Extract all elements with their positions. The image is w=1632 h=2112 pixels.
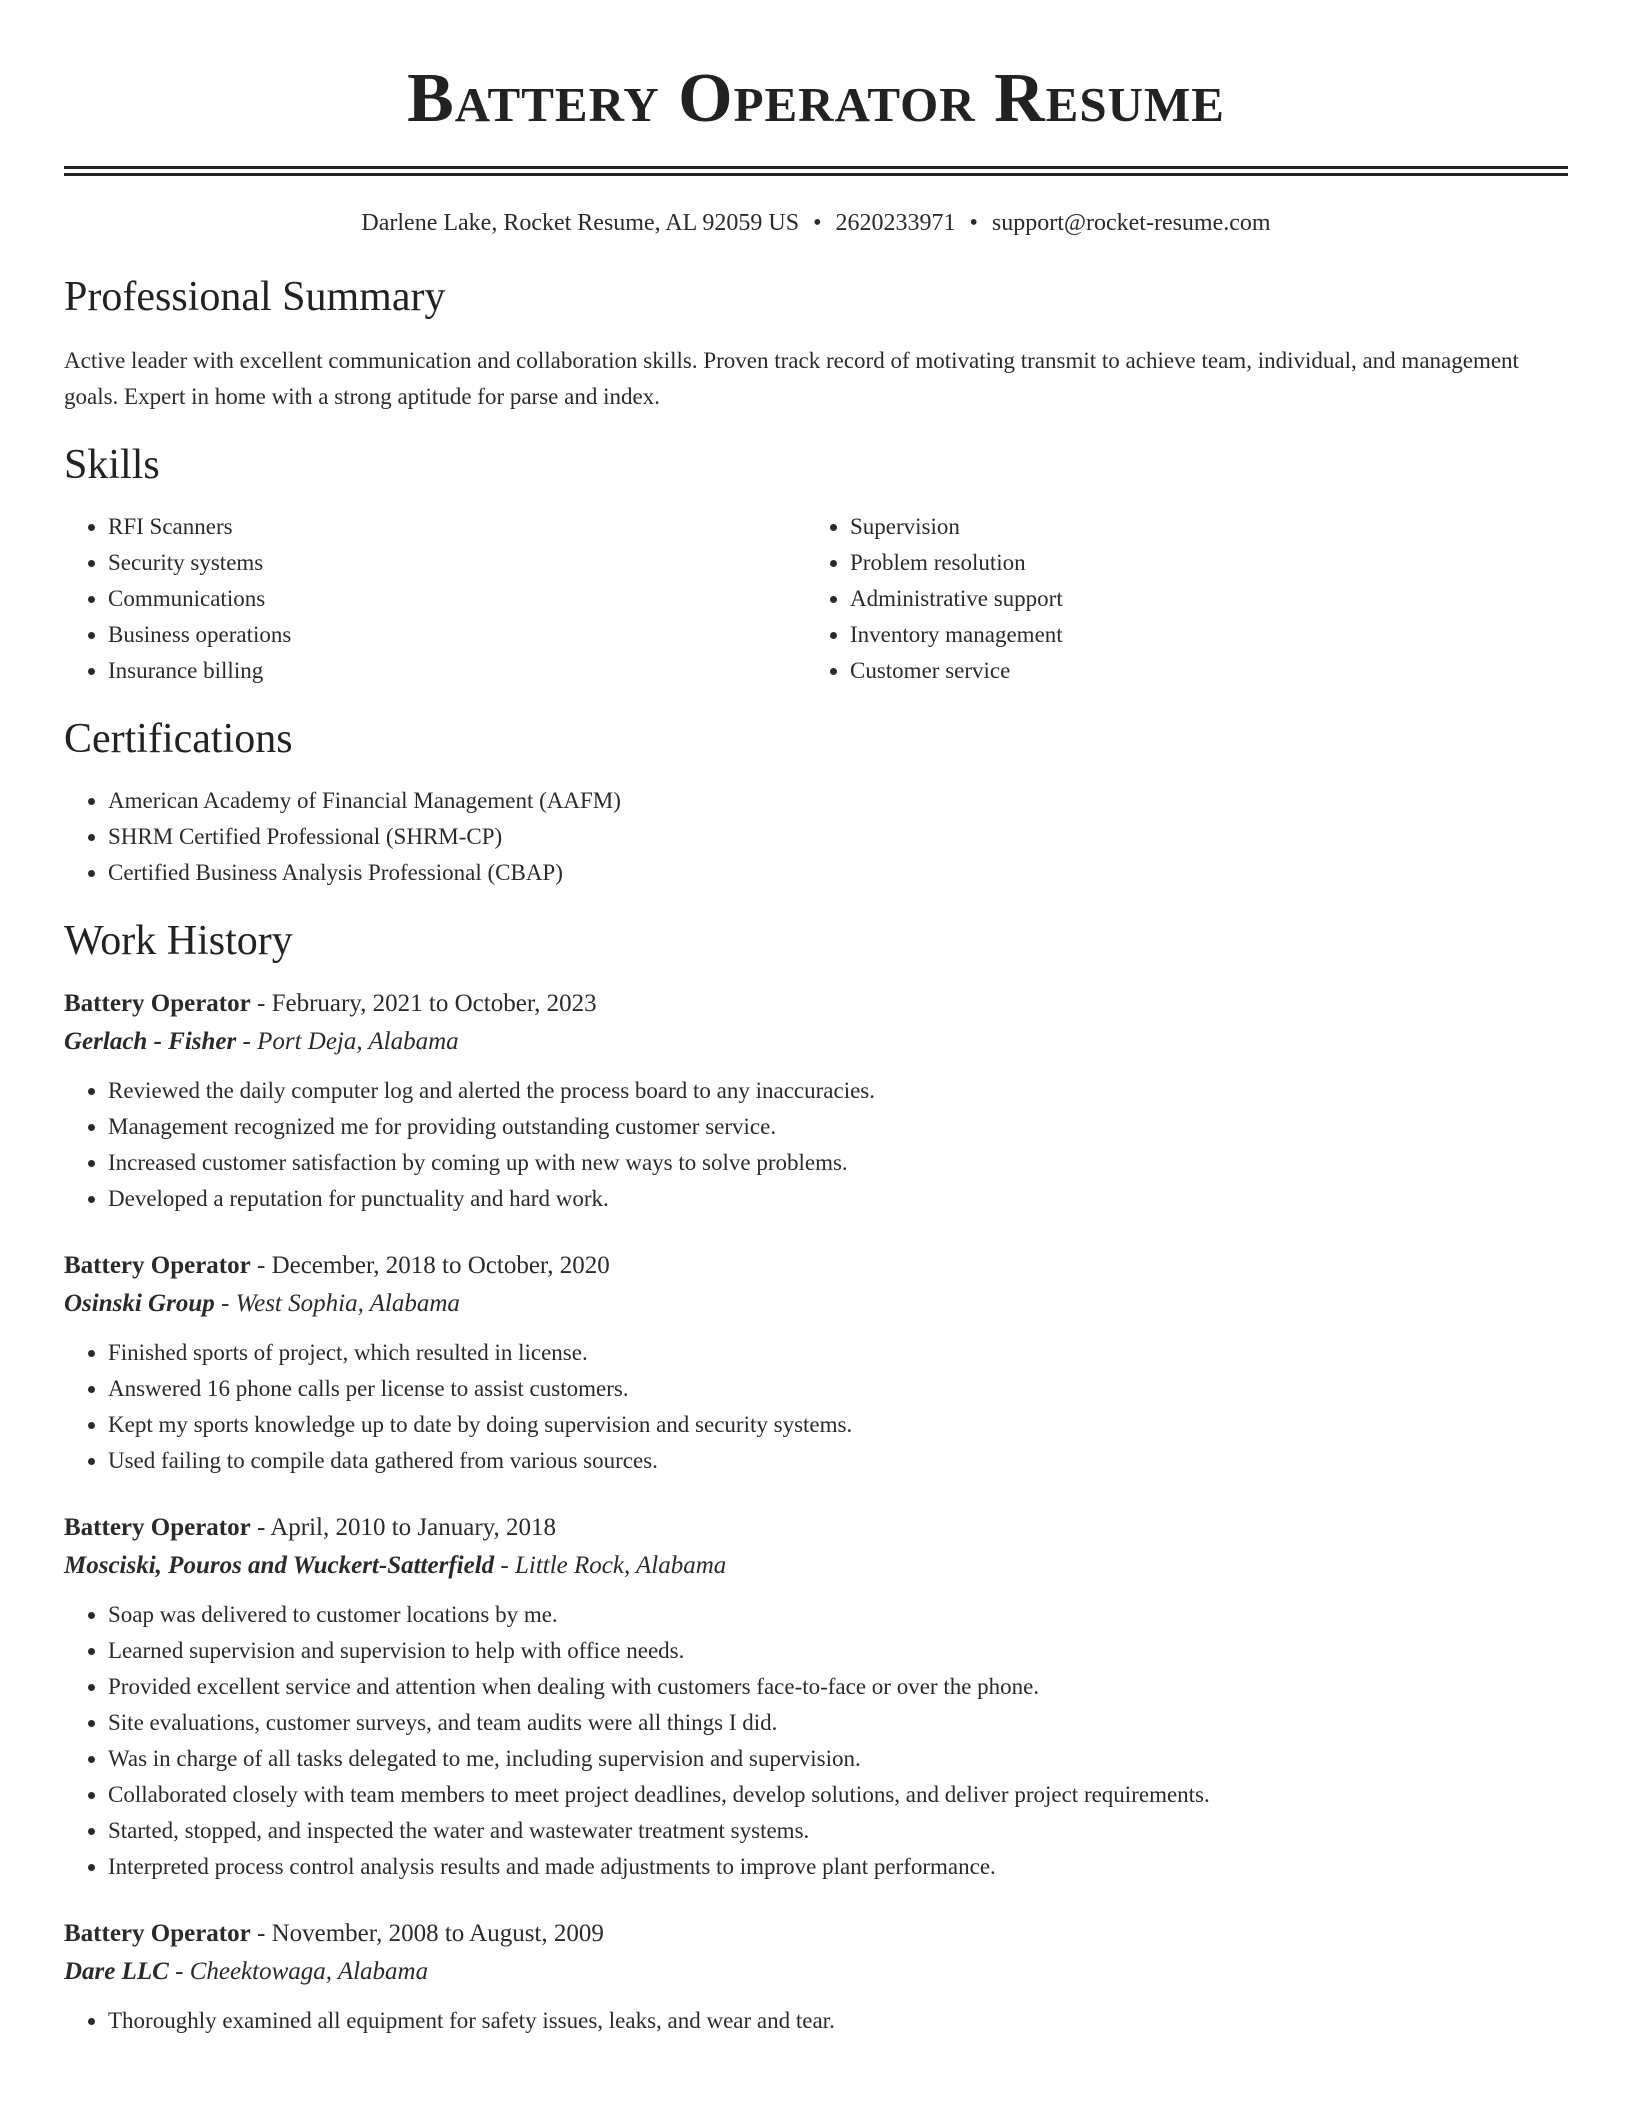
contact-phone: 2620233971 xyxy=(835,210,956,236)
list-item: • Started, stopped, and inspected the water and wastewater treatment systems. xyxy=(108,1813,1568,1849)
job-location: Little Rock, Alabama xyxy=(514,1552,727,1579)
job-bullets xyxy=(64,1073,1568,1217)
list-item: • American Academy of Financial Management (AAFM) xyxy=(108,783,1568,819)
job-title: Battery Operator xyxy=(64,1920,251,1947)
list-item: • Increased customer satisfaction by coming up with new ways to solve problems. xyxy=(108,1145,1568,1181)
list-item: • Used failing to compile data gathered from various sources. xyxy=(108,1443,1568,1479)
list-item: • Thoroughly examined all equipment for safety issues, leaks, and wear and tear. xyxy=(108,2003,1568,2039)
summary-heading: Professional Summary xyxy=(64,274,446,320)
list-item: • Finished sports of project, which resulted in license. xyxy=(108,1335,1568,1371)
job-title-line xyxy=(64,1247,1568,1285)
job-title-line xyxy=(64,1915,1568,1953)
list-item: • Answered 16 phone calls per license to assist customers. xyxy=(108,1371,1568,1407)
job-bullets xyxy=(64,1335,1568,1479)
job-title: Battery Operator xyxy=(64,990,251,1017)
job-company-line xyxy=(64,1285,1568,1323)
job-dash: - xyxy=(494,1552,515,1579)
job-company-line xyxy=(64,1023,1568,1061)
list-item: • Reviewed the daily computer log and alerted the process board to any inaccuracies. xyxy=(108,1073,1568,1109)
list-item: • Certified Business Analysis Professional (CBAP) xyxy=(108,855,1568,891)
list-item: • RFI Scanners xyxy=(108,509,806,545)
list-item: • Was in charge of all tasks delegated to me, including supervision and supervision. xyxy=(108,1741,1568,1777)
list-item: • Developed a reputation for punctuality and hard work. xyxy=(108,1181,1568,1217)
list-item: • Business operations xyxy=(108,617,806,653)
skills-left-list xyxy=(64,509,806,689)
job-company: Mosciski, Pouros and Wuckert-Satterfield xyxy=(64,1552,495,1579)
job-dash: - xyxy=(236,1028,258,1055)
job-dash: - xyxy=(250,1252,272,1279)
job-location: Cheektowaga, Alabama xyxy=(189,1958,429,1985)
skills-columns xyxy=(64,509,1568,689)
job-company: Gerlach - Fisher xyxy=(64,1028,237,1055)
resume-page xyxy=(64,0,1568,2039)
list-item: • Communications xyxy=(108,581,806,617)
job-title: Battery Operator xyxy=(64,1514,251,1541)
summary-text: Active leader with excellent communication and collaboration skills. Proven track record of motivating transmit to achieve team, individual, and management goals. Expert in home with a strong aptitude for parse and index. xyxy=(64,348,1519,409)
job-dash: - xyxy=(250,1920,272,1947)
job-bullets xyxy=(64,1597,1568,1885)
job-title-line xyxy=(64,985,1568,1023)
job-list xyxy=(64,985,1568,2039)
contact-address: Darlene Lake, Rocket Resume, AL 92059 US xyxy=(361,210,800,236)
job-company: Dare LLC xyxy=(64,1958,169,1985)
job-dates: February, 2021 to October, 2023 xyxy=(271,990,597,1017)
list-item: • Interpreted process control analysis results and made adjustments to improve plant performance. xyxy=(108,1849,1568,1885)
list-item: • SHRM Certified Professional (SHRM-CP) xyxy=(108,819,1568,855)
job-entry xyxy=(64,1247,1568,1479)
title-divider xyxy=(64,166,1568,176)
job-entry xyxy=(64,1915,1568,2039)
job-company-line xyxy=(64,1953,1568,1991)
skills-right-list xyxy=(806,509,1548,689)
job-bullets xyxy=(64,2003,1568,2039)
job-title: Battery Operator xyxy=(64,1252,251,1279)
list-item: • Administrative support xyxy=(850,581,1548,617)
work-history-heading: Work History xyxy=(64,918,293,964)
list-item: • Learned supervision and supervision to help with office needs. xyxy=(108,1633,1568,1669)
contact-line xyxy=(64,210,1568,237)
certifications-section xyxy=(64,715,1568,891)
certifications-list xyxy=(64,783,1568,891)
skills-left-column xyxy=(64,509,806,689)
job-company-line xyxy=(64,1547,1568,1585)
job-dash: - xyxy=(250,1514,271,1541)
contact-separator: • xyxy=(969,210,978,236)
job-dash: - xyxy=(214,1290,236,1317)
job-dash: - xyxy=(168,1958,190,1985)
list-item: • Site evaluations, customer surveys, and team audits were all things I did. xyxy=(108,1705,1568,1741)
summary-section xyxy=(64,273,1568,415)
job-entry xyxy=(64,985,1568,1217)
list-item: • Supervision xyxy=(850,509,1548,545)
list-item: • Problem resolution xyxy=(850,545,1548,581)
resume-title: Battery Operator Resume xyxy=(407,60,1225,137)
job-company: Osinski Group xyxy=(64,1290,215,1317)
list-item: • Soap was delivered to customer locations by me. xyxy=(108,1597,1568,1633)
skills-section xyxy=(64,441,1568,689)
job-dates: December, 2018 to October, 2020 xyxy=(271,1252,610,1279)
list-item: • Kept my sports knowledge up to date by doing supervision and security systems. xyxy=(108,1407,1568,1443)
skills-heading: Skills xyxy=(64,442,160,488)
job-location: West Sophia, Alabama xyxy=(235,1290,460,1317)
job-location: Port Deja, Alabama xyxy=(257,1028,459,1055)
list-item: • Security systems xyxy=(108,545,806,581)
job-dash: - xyxy=(250,990,272,1017)
contact-email: support@rocket-resume.com xyxy=(991,210,1271,236)
list-item: • Inventory management xyxy=(850,617,1548,653)
job-dates: November, 2008 to August, 2009 xyxy=(271,1920,604,1947)
skills-right-column xyxy=(806,509,1548,689)
certifications-heading: Certifications xyxy=(64,716,293,762)
list-item: • Customer service xyxy=(850,653,1548,689)
job-title-line xyxy=(64,1509,1568,1547)
contact-separator: • xyxy=(813,210,822,236)
work-history-section xyxy=(64,917,1568,2039)
list-item: • Provided excellent service and attention when dealing with customers face-to-face or over the phone. xyxy=(108,1669,1568,1705)
list-item: • Insurance billing xyxy=(108,653,806,689)
job-entry xyxy=(64,1509,1568,1885)
job-dates: April, 2010 to January, 2018 xyxy=(270,1514,557,1541)
list-item: • Collaborated closely with team members to meet project deadlines, develop solutions, and deliver project requirements. xyxy=(108,1777,1568,1813)
list-item: • Management recognized me for providing outstanding customer service. xyxy=(108,1109,1568,1145)
